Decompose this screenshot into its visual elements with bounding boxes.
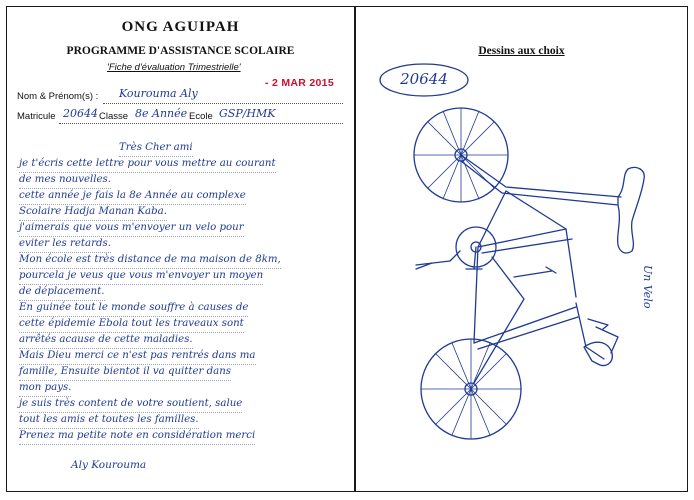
letter-line: pourcela je veus que vous m'envoyer un moyen bbox=[19, 268, 263, 285]
letter-line: cette épidemie Ebola tout les traveaux sont bbox=[19, 316, 244, 333]
letter-line: Mon école est très distance de ma maison de 8km, bbox=[19, 252, 281, 269]
form-subtitle: 'Fiche d'évaluation Trimestrielle' bbox=[107, 62, 241, 73]
matricule-value: 20644 bbox=[63, 107, 98, 120]
bicycle-drawing bbox=[356, 7, 689, 493]
classe-value: 8e Année bbox=[135, 107, 188, 120]
letter-line: Mais Dieu merci ce n'est pas rentrés dans ma bbox=[19, 348, 256, 365]
signature: Aly Kourouma bbox=[71, 459, 147, 471]
letter-line: de mes nouvelles. bbox=[19, 172, 111, 189]
letter-line: je suis très content de votre soutient, salue bbox=[19, 396, 242, 413]
drawing-title: Dessins aux choix bbox=[478, 45, 565, 57]
letter-line: je t'écris cette lettre pour vous mettre au courant bbox=[19, 156, 276, 173]
letter-line: eviter les retards. bbox=[19, 236, 111, 253]
letter-line: arrêtés acause de cette maladies. bbox=[19, 332, 193, 349]
letter-line: Scolaire Hadja Manan Kaba. bbox=[19, 204, 167, 221]
name-dotted-line bbox=[103, 103, 343, 104]
date-stamp: - 2 MAR 2015 bbox=[265, 77, 334, 89]
name-label: Nom & Prénom(s) : bbox=[17, 91, 99, 102]
letter-line: En guinée tout le monde souffre à causes de bbox=[19, 300, 248, 317]
ecole-label: Ecole bbox=[189, 111, 213, 122]
classe-label: Classe bbox=[99, 111, 129, 122]
letter-line: mon pays. bbox=[19, 380, 71, 397]
letter-line: Prenez ma petite note en considération merci bbox=[19, 428, 255, 445]
student-number: 20644 bbox=[400, 70, 448, 88]
letter-line: Très Cher ami bbox=[119, 140, 193, 157]
program-title: PROGRAMME D'ASSISTANCE SCOLAIRE bbox=[66, 45, 295, 57]
name-value: Kourouma Aly bbox=[119, 87, 198, 100]
drawing-card bbox=[355, 6, 688, 492]
matricule-label: Matricule bbox=[17, 111, 56, 122]
letter-line: famille, Ensuite bientot il va quitter dans bbox=[19, 364, 231, 381]
letter-line: j'aimerais que vous m'envoyer un velo pour bbox=[19, 220, 244, 237]
matricule-dotted-line bbox=[59, 123, 343, 124]
evaluation-form-card bbox=[6, 6, 355, 492]
drawing-caption: Un Velo bbox=[641, 265, 654, 309]
org-name: ONG AGUIPAH bbox=[121, 19, 240, 35]
letter-line: cette année je fais la 8e Année au complexe bbox=[19, 188, 246, 205]
letter-line: de déplacement. bbox=[19, 284, 105, 301]
letter-line: tout les amis et toutes les familles. bbox=[19, 412, 199, 429]
ecole-value: GSP/HMK bbox=[219, 107, 276, 120]
